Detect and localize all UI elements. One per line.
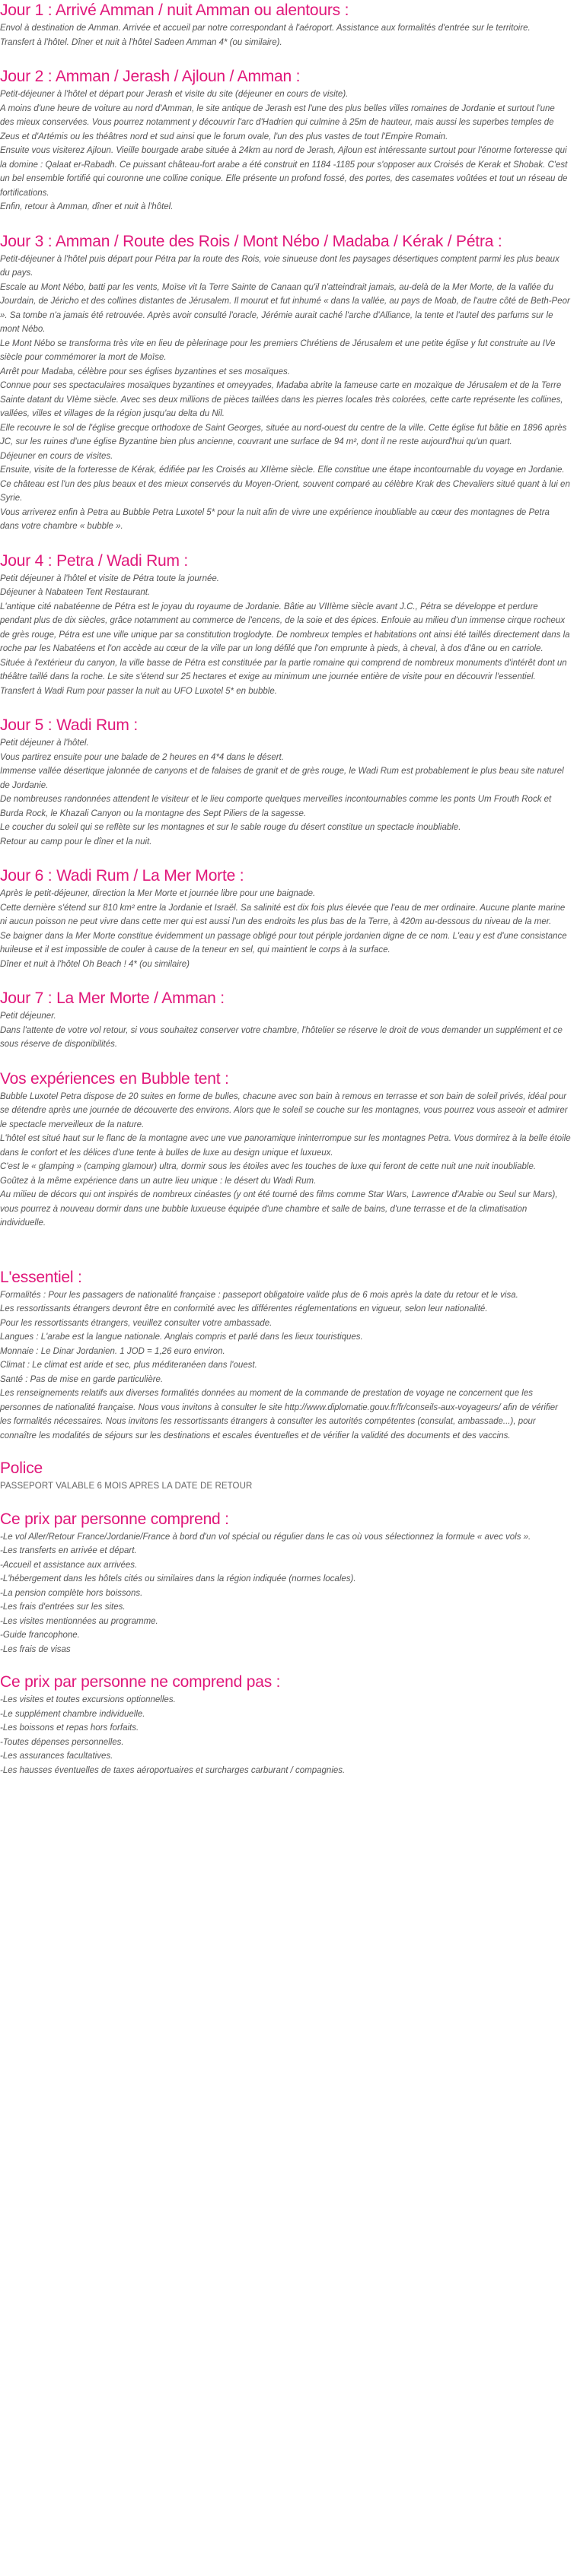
paragraph: Petit déjeuner à l'hôtel. — [0, 738, 89, 748]
list-item: -Accueil et assistance aux arrivées. — [0, 1560, 138, 1570]
list-item: -Le vol Aller/Retour France/Jordanie/France à bord d'un vol spécial ou régulier dans le cas où vous sélectionnez la formule « avec vols ». — [0, 1532, 531, 1542]
paragraph: Les renseignements relatifs aux diverses formalités données au moment de la commande de prestation de voyage ne concernent que les personnes de nationalité française. Nous vous invitons à consulter le site http://www.diplomatie.gouv.fr/fr/conseils-aux-voyageurs/ afin de vérifier les formalités nécessaires. Nous invitons les ressortissants étrangers à consulter les autorités compétentes (consulat, ambassade...), pour connaître les modalités de séjours sur les destinations et escales éventuelles et de vérifier la validité des documents et des vaccins. — [0, 1389, 558, 1440]
paragraph: PASSEPORT VALABLE 6 MOIS APRES LA DATE DE RETOUR — [0, 1482, 253, 1491]
section-title: Ce prix par personne comprend : — [0, 1510, 229, 1528]
list-item: -Toutes dépenses personnelles. — [0, 1737, 124, 1747]
section-essentials — [0, 1267, 571, 1444]
section-title: Jour 7 : La Mer Morte / Amman : — [0, 989, 225, 1007]
section-day-2 — [0, 66, 571, 214]
section-body — [0, 1288, 571, 1444]
paragraph: Petit-déjeuner à l'hôtel et départ pour Jerash et visite du site (déjeuner en cours de visite). — [0, 90, 349, 99]
paragraph: Langues : L'arabe est la langue nationale. Anglais compris et parlé dans les lieux touristiques. — [0, 1332, 363, 1342]
section-day-5 — [0, 715, 571, 849]
paragraph: Transfert à l'hôtel. Dîner et nuit à l'hôtel Sadeen Amman 4* (ou similaire). — [0, 37, 282, 47]
list-item: -Les frais d'entrées sur les sites. — [0, 1602, 126, 1612]
paragraph: C'est le « glamping » (camping glamour) ultra, dormir sous les étoiles avec les touches de luxe qui feront de cette nuit une nuit inoubliable. — [0, 1162, 537, 1171]
paragraph: Se baigner dans la Mer Morte constitue évidemment un passage obligé pour tout périple jordanien digne de ce nom. L'eau y est d'une consistance huileuse et il est impossible de couler à cause de la teneur en sel, qui maintient le corps à la surface. — [0, 931, 567, 954]
paragraph: Déjeuner en cours de visites. — [0, 451, 113, 461]
section-bubble-tent — [0, 1069, 571, 1231]
paragraph: Bubble Luxotel Petra dispose de 20 suites en forme de bulles, chacune avec son bain à remous en terrasse et son bain de soleil privés, idéal pour se détendre après une journée de découverte des environs. Alors que le soleil se couche sur les montagnes, vous pourrez vous asseoir et admirer le spectacle merveilleux de la nature. — [0, 1091, 568, 1129]
paragraph: Petit déjeuner à l'hôtel et visite de Pétra toute la journée. — [0, 573, 219, 583]
section-body — [0, 87, 571, 214]
section-title: Jour 1 : Arrivé Amman / nuit Amman ou alentours : — [0, 2, 349, 19]
list-item: -Les transferts en arrivée et départ. — [0, 1546, 137, 1555]
paragraph: Connue pour ses spectaculaires mosaïques byzantines et omeyyades, Madaba abrite la fameuse carte en mozaïque de Jérusalem et de la Terre Sainte datant du VIème siècle. Avec ses deux millions de pièces taillées dans les pierres locales très colorées, cette carte représente les collines, vallées, villes et villages de la région jusqu'au delta du Nil. — [0, 381, 563, 418]
section-title: Jour 6 : Wadi Rum / La Mer Morte : — [0, 867, 244, 885]
list-item: -Les assurances facultatives. — [0, 1752, 113, 1761]
section-title: Police — [0, 1460, 43, 1477]
paragraph: Elle recouvre le sol de l'église grecque orthodoxe de Saint Georges, située au nord-ouest du centre de la ville. Cette église fut bâtie en 1896 après JC, sur les ruines d'une église Byzantine bien plus ancienne, couvrant une surface de 94 m², dont il ne reste aujourd'hui qu'un quart. — [0, 423, 567, 446]
paragraph: Cette dernière s'étend sur 810 km² entre la Jordanie et Israël. Sa salinité est dix fois plus élevée que l'eau de mer ordinaire. Aucune plante marine ni aucun poisson ne peut vivre dans cette mer qui est aussi l'un des endroits les plus bas de la Terre, à 420m au-dessous du niveau de la mer. — [0, 903, 566, 926]
list-item: -Guide francophone. — [0, 1631, 80, 1640]
list-item: -La pension complète hors boissons. — [0, 1588, 143, 1598]
section-title: Jour 4 : Petra / Wadi Rum : — [0, 551, 189, 570]
section-title: Ce prix par personne ne comprend pas : — [0, 1673, 281, 1691]
section-title: L'essentiel : — [0, 1268, 82, 1286]
paragraph: De nombreuses randonnées attendent le visiteur et le lieu comporte quelques merveilles incontournables comme les ponts Um Frouth Rock et Burda Rock, le Khazali Canyon ou la montagne des Sept Piliers de la sagesse. — [0, 795, 552, 818]
section-body — [0, 1693, 571, 1777]
section-day-3 — [0, 231, 571, 534]
paragraph: Le coucher du soleil qui se reflète sur les montagnes et sur le sable rouge du désert constitue un spectacle inoubliable. — [0, 823, 461, 832]
section-day-4 — [0, 551, 571, 699]
list-item: -Le supplément chambre individuelle. — [0, 1709, 145, 1719]
paragraph: Santé : Pas de mise en garde particulière. — [0, 1374, 164, 1384]
section-price-excludes — [0, 1672, 571, 1777]
paragraph: Petit-déjeuner à l'hôtel puis départ pour Pétra par la route des Rois, voie sinueuse dont les paysages désertiques comptent parmi les plus beaux du pays. — [0, 254, 559, 278]
paragraph: Vous arriverez enfin à Petra au Bubble Petra Luxotel 5* pour la nuit afin de vivre une expérience inoubliable au cœur des montagnes de Petra dans votre chambre « bubble ». — [0, 507, 550, 531]
paragraph: Retour au camp pour le dîner et la nuit. — [0, 837, 152, 846]
paragraph: Immense vallée désertique jalonnée de canyons et de falaises de granit et de grès rouge, le Wadi Rum est probablement le plus beau site naturel de Jordanie. — [0, 767, 564, 790]
section-body — [0, 1090, 571, 1231]
list-item: -L'hébergement dans les hôtels cités ou similaires dans la région indiquée (normes locales). — [0, 1574, 356, 1583]
list-item: -Les visites mentionnées au programme. — [0, 1616, 158, 1626]
section-price-includes — [0, 1509, 571, 1657]
list-item: -Les visites et toutes excursions optionnelles. — [0, 1695, 176, 1704]
paragraph: Transfert à Wadi Rum pour passer la nuit au UFO Luxotel 5* en bubble. — [0, 686, 277, 696]
list-item: -Les frais de visas — [0, 1644, 71, 1654]
paragraph: Après le petit-déjeuner, direction la Mer Morte et journée libre pour une baignade. — [0, 889, 316, 898]
paragraph: Déjeuner à Nabateen Tent Restaurant. — [0, 588, 151, 597]
paragraph: Située à l'extérieur du canyon, la ville basse de Pétra est constituée par la partie romaine qui comprend de nombreux monuments d'intérêt dont un théâtre taillé dans la roche. Le site s'étend sur 25 hectares et exige au minimum une journée entière de visite pour en découvrir l'essentiel. — [0, 658, 567, 681]
section-body — [0, 1530, 571, 1657]
paragraph: Petit déjeuner. — [0, 1012, 56, 1021]
paragraph: Ensuite vous visiterez Ajloun. Vieille bourgade arabe située à 24km au nord de Jerash, Ajloun est intéressante surtout pour l'énorme forteresse qui la domine : Qalaat er-Rabadh. Ce puissant château-fort arabe a été construit en 1184 -1185 pour s'opposer aux Croisés de Kerak et Shobak. C'est un bel ensemble fortifié qui couronne une colline conique. Elle présente un profond fossé, des portes, des casemates voûtées et tout un réseau de fortifications. — [0, 146, 568, 198]
list-item: -Les boissons et repas hors forfaits. — [0, 1723, 139, 1733]
paragraph: Vous partirez ensuite pour une balade de 2 heures en 4*4 dans le désert. — [0, 752, 284, 762]
section-police — [0, 1458, 571, 1494]
section-body — [0, 21, 571, 49]
section-body — [0, 1479, 571, 1494]
section-body — [0, 1009, 571, 1052]
section-body — [0, 736, 571, 849]
section-title: Jour 5 : Wadi Rum : — [0, 716, 138, 734]
list-item: -Les hausses éventuelles de taxes aéroportuaires et surcharges carburant / compagnies. — [0, 1765, 346, 1775]
section-day-7 — [0, 988, 571, 1052]
paragraph: Dîner et nuit à l'hôtel Oh Beach ! 4* (ou similaire) — [0, 959, 190, 969]
paragraph: Monnaie : Le Dinar Jordanien. 1 JOD = 1,26 euro environ. — [0, 1346, 225, 1356]
paragraph: L'antique cité nabatéenne de Pétra est le joyau du royaume de Jordanie. Bâtie au VIIIème siècle avant J.C., Pétra se développe et perdure pendant plus de dix siècles, grâce notamment au commerce de l'encens, de la soie et des épices. Enfouie au milieu d'un immense cirque rocheux de grès rouge, Pétra est une ville unique par sa constitution troglodyte. De nombreux temples et habitations ont ainsi été taillés directement dans la roche par les Nabatéens et l'on accède au cœur de la ville par un long défilé que l'on emprunte à pieds, à cheval, à dos d'âne ou en carriole. — [0, 602, 570, 653]
paragraph: Formalités : Pour les passagers de nationalité française : passeport obligatoire valide plus de 6 mois après la date du retour et le visa. — [0, 1290, 518, 1300]
paragraph: L'hôtel est situé haut sur le flanc de la montagne avec une vue panoramique ininterrompue sur les montagnes Petra. Vous dormirez à la belle étoile dans le confort et les délices d'une tente à bulles de luxe au design unique et luxueux. — [0, 1134, 571, 1158]
paragraph: Arrêt pour Madaba, célèbre pour ses églises byzantines et ses mosaïques. — [0, 367, 290, 376]
paragraph: Envol à destination de Amman. Arrivée et accueil par notre correspondant à l'aéroport. Assistance aux formalités d'entrée sur le territoire. — [0, 24, 531, 33]
section-body — [0, 253, 571, 534]
paragraph: A moins d'une heure de voiture au nord d'Amman, le site antique de Jerash est l'une des plus belles villes romaines de Jordanie et surtout l'une des mieux conservées. Vous pourrez notamment y découvrir l'arc d'Hadrien qui culmine à 25m de hauteur, mais aussi les superbes temples de Zeus et d'Artémis ou les théâtres nord et sud ainsi que le forum ovale, l'un des plus vastes de tout l'Empire Romain. — [0, 103, 555, 141]
section-title: Jour 3 : Amman / Route des Rois / Mont Nébo / Madaba / Kérak / Pétra : — [0, 232, 502, 250]
paragraph: Le Mont Nébo se transforma très vite en lieu de pèlerinage pour les premiers Chrétiens de Jérusalem et une petite église y fut construite au IVe siècle pour commémorer la mort de Moïse. — [0, 338, 556, 362]
section-body — [0, 887, 571, 971]
section-title: Vos expériences en Bubble tent : — [0, 1069, 229, 1088]
paragraph: Pour les ressortissants étrangers, veuillez consulter votre ambassade. — [0, 1318, 273, 1328]
paragraph: Goûtez à la même expérience dans un autre lieu unique : le désert du Wadi Rum. — [0, 1176, 317, 1186]
paragraph: Au milieu de décors qui ont inspirés de nombreux cinéastes (y ont été tourné des films comme Star Wars, Lawrence d'Arabie ou Seul sur Mars), vous pourrez à nouveau dormir dans une bubble luxueuse équipée d'une chambre et salle de bains, d'une terrasse et de la climatisation individuelle. — [0, 1190, 558, 1228]
paragraph: Escale au Mont Nébo, batti par les vents, Moïse vit la Terre Sainte de Canaan qu'il n'atteindrait jamais, au-delà de la Mer Morte, de la vallée du Jourdain, de Jéricho et des collines distantes de Jérusalem. Il mourut et fut inhumé « dans la vallée, au pays de Moab, de l'autre côté de Beth-Peor ». Sa tombe n'a jamais été retrouvée. Après avoir consulté l'oracle, Jérémie aurait caché l'arche d'Alliance, la tente et l'autel des parfums sur le mont Nébo. — [0, 282, 570, 334]
section-day-6 — [0, 866, 571, 971]
section-title: Jour 2 : Amman / Jerash / Ajloun / Amman : — [0, 68, 301, 85]
paragraph: Climat : Le climat est aride et sec, plus méditeranéen dans l'ouest. — [0, 1361, 257, 1370]
paragraph: Dans l'attente de votre vol retour, si vous souhaitez conserver votre chambre, l'hôtelier se réserve le droit de vous demander un supplément et ce sous réserve de disponibilités. — [0, 1025, 563, 1049]
section-day-1 — [0, 0, 571, 49]
paragraph: Ensuite, visite de la forteresse de Kérak, édifiée par les Croisés au XIIème siècle. Elle constitue une étape incontournable du voyage en Jordanie. Ce château est l'un des plus beaux et des mieux conservés du Moyen-Orient, souvent comparé au célèbre Krak des Chevaliers situé quant à lui en Syrie. — [0, 465, 570, 503]
paragraph: Les ressortissants étrangers devront être en conformité avec les différentes réglementations en vigueur, selon leur nationalité. — [0, 1304, 488, 1313]
section-body — [0, 572, 571, 699]
paragraph: Enfin, retour à Amman, dîner et nuit à l'hôtel. — [0, 202, 174, 211]
